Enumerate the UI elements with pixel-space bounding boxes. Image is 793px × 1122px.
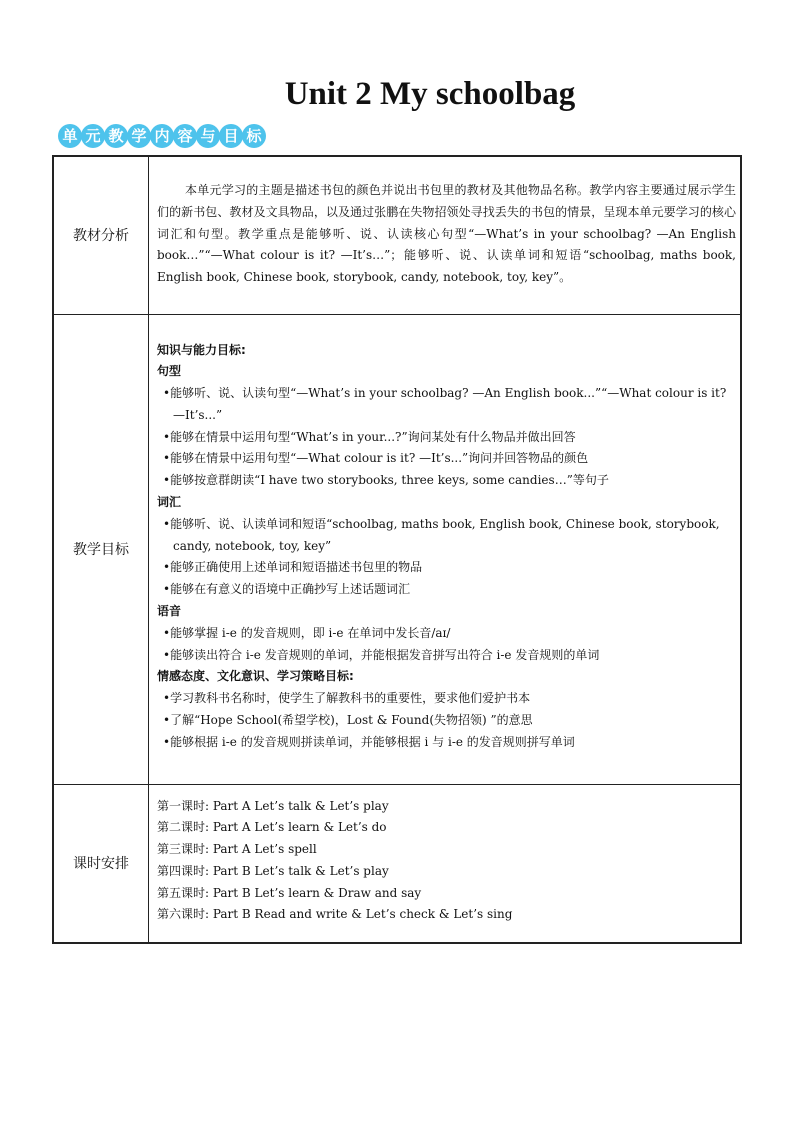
banner-char: 元: [81, 124, 105, 148]
list-item: •能够掌握 i-e 的发音规则，即 i-e 在单词中发长音/aɪ/: [163, 625, 451, 640]
list-item: •能够读出符合 i-e 发音规则的单词，并能根据发音拼写出符合 i-e 发音规则的单词: [163, 647, 600, 662]
schedule-cell: [149, 784, 742, 943]
banner-char: 容: [173, 124, 197, 148]
list-item: •能够在情景中运用句型“—What colour is it? —It’s...”询问并回答物品的颜色: [163, 451, 589, 466]
goals-heading-knowledge: 知识与能力目标:: [157, 342, 246, 357]
list-item: •能够在情景中运用句型“What’s in your...?”询问某处有什么物品并做出回答: [163, 429, 576, 444]
banner-char: 目: [219, 124, 243, 148]
list-item: 第二课时: Part A Let’s learn & Let’s do: [157, 820, 387, 835]
list-item: •能够在有意义的语境中正确抄写上述话题词汇: [163, 582, 411, 597]
analysis-text: 本单元学习的主题是描述书包的颜色并说出书包里的教材及其他物品名称。教学内容主要通过展示学生们的新书包、教材及文具物品，以及通过张鹏在失物招领处寻找丢失的书包的情景，呈现本单元要学习的核心词汇和句型。教学重点是能够听、说、认读核心句型“—What’s in your schoolbag? —An English book…”“—What colour is it? —It’s…”；能够听、说、认读单词和短语“schoolbag, maths book, English book, Chinese book, storybook, candy, notebook, toy, key”。: [157, 183, 736, 285]
list-item: •能够正确使用上述单词和短语描述书包里的物品: [163, 560, 423, 575]
banner-char: 学: [127, 124, 151, 148]
list-item: •了解“Hope School(希望学校)，Lost & Found(失物招领) ”的意思: [163, 713, 533, 728]
table-row: [53, 156, 741, 314]
page-title: Unit 2 My schoolbag: [284, 76, 576, 112]
section-banner: [58, 124, 265, 150]
list-item: 第一课时: Part A Let’s talk & Let’s play: [157, 798, 389, 813]
list-item: 第五课时: Part B Let’s learn & Draw and say: [157, 885, 422, 900]
goals-subheading-sentences: 句型: [157, 364, 182, 379]
banner-char: 标: [242, 124, 266, 148]
list-item: •能够听、说、认读句型“—What’s in your schoolbag? —An English book...”“—What colour is it? —It’s...”: [163, 386, 727, 422]
list-item: •能够按意群朗读“I have two storybooks, three keys, some candies…”等句子: [163, 473, 609, 488]
goals-heading-attitude: 情感态度、文化意识、学习策略目标:: [157, 669, 354, 684]
goals-cell: [149, 314, 742, 784]
table-row: [53, 314, 741, 784]
unit-plan-table: [52, 155, 742, 944]
banner-char: 单: [58, 124, 82, 148]
table-row: [53, 784, 741, 943]
banner-char: 教: [104, 124, 128, 148]
row-label-schedule: 课时安排: [53, 784, 149, 943]
list-item: •能够根据 i-e 的发音规则拼读单词，并能够根据 i 与 i-e 的发音规则拼写单词: [163, 734, 575, 749]
analysis-cell: [149, 156, 742, 314]
row-label-goals: 教学目标: [53, 314, 149, 784]
list-item: 第四课时: Part B Let’s talk & Let’s play: [157, 863, 389, 878]
list-item: 第三课时: Part A Let’s spell: [157, 842, 317, 857]
list-item: 第六课时: Part B Read and write & Let’s check & Let’s sing: [157, 907, 513, 922]
list-item: •能够听、说、认读单词和短语“schoolbag, maths book, English book, Chinese book, storybook, candy, notebook, toy, key”: [163, 516, 720, 553]
row-label-analysis: 教材分析: [53, 156, 149, 314]
goals-subheading-vocabulary: 词汇: [157, 495, 182, 510]
banner-char: 与: [196, 124, 220, 148]
banner-char: 内: [150, 124, 174, 148]
list-item: •学习教科书名称时，使学生了解教科书的重要性，要求他们爱护书本: [163, 691, 531, 706]
goals-subheading-phonics: 语音: [157, 604, 182, 619]
